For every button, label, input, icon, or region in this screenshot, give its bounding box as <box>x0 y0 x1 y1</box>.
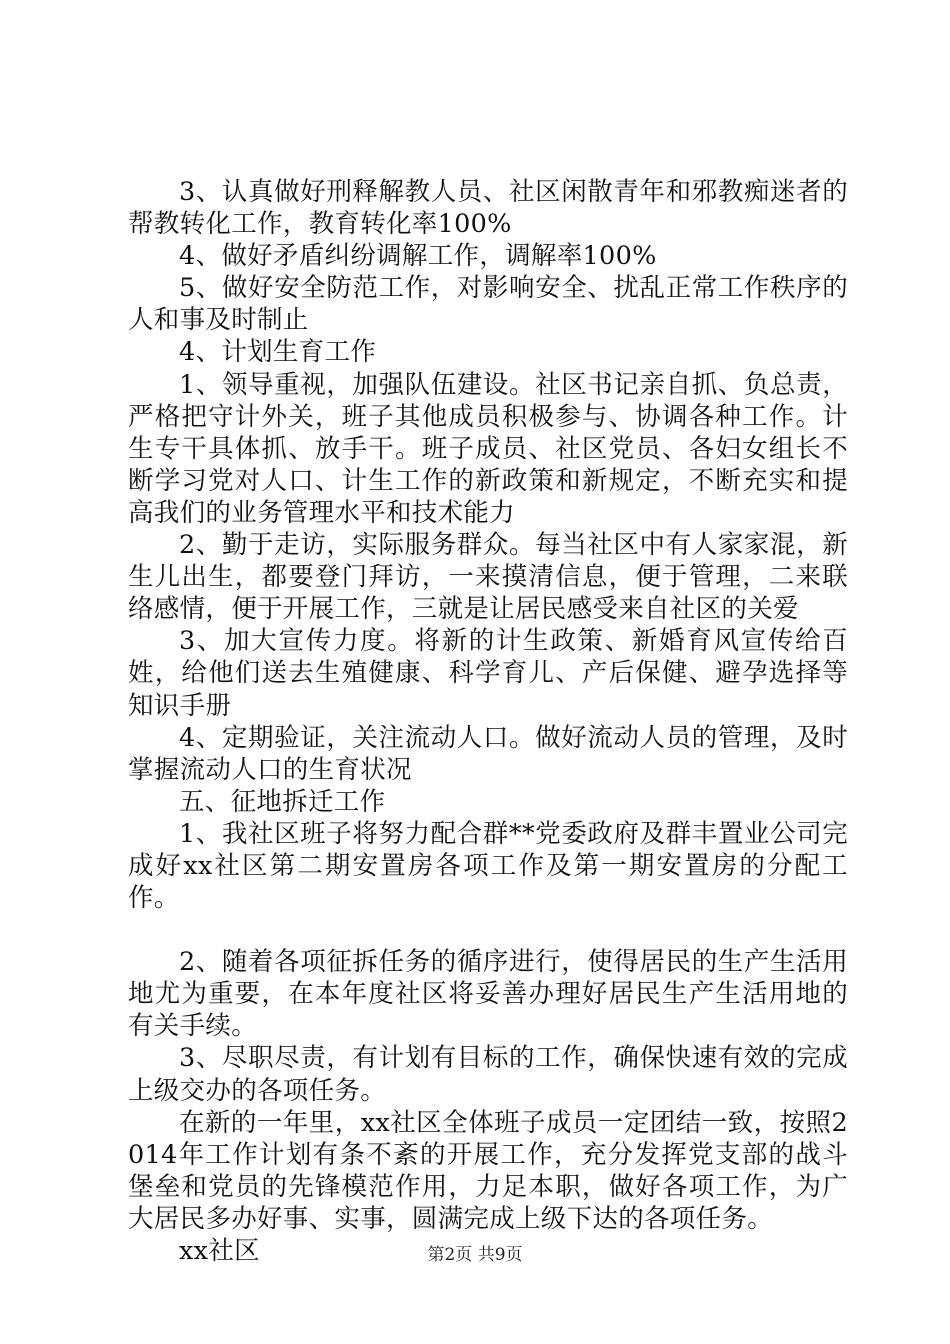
section-heading-family-planning: 4、计划生育工作 <box>179 337 377 368</box>
paragraph-1: 3、认真做好刑释解教人员、社区闲散青年和邪教痴迷者的帮教转化工作，教育转化率100% <box>128 177 848 240</box>
paragraph-7: 3、加大宣传力度。将新的计生政策、新婚育风宣传给百姓，给他们送去生殖健康、科学育儿、产后保健、避孕选择等知识手册 <box>128 626 848 721</box>
paragraph-11: 2、随着各项征拆任务的循序进行，使得居民的生产生活用地尤为重要，在本年度社区将妥善办理好居民生产生活用地的有关手续。 <box>128 947 848 1042</box>
document-body <box>128 176 848 1267</box>
paragraph-2: 4、做好矛盾纠纷调解工作，调解率100% <box>179 241 657 272</box>
paragraph-6: 2、勤于走访，实际服务群众。每当社区中有人家家混，新生儿出生，都要登门拜访，一来摸清信息，便于管理，二来联络感情，便于开展工作，三就是让居民感受来自社区的关爱 <box>128 530 848 625</box>
paragraph-8: 4、定期验证，关注流动人口。做好流动人员的管理，及时掌握流动人口的生育状况 <box>128 722 848 785</box>
section-heading-land-demolition: 五、征地拆迁工作 <box>179 786 386 817</box>
paragraph-12: 3、尽职尽责，有计划有目标的工作，确保快速有效的完成上级交办的各项任务。 <box>128 1043 848 1106</box>
paragraph-13: 在新的一年里，xx社区全体班子成员一定团结一致，按照2014年工作计划有条不紊的开展工作，充分发挥党支部的战斗堡垒和党员的先锋模范作用，力足本职，做好各项工作，为广大居民多办好事、实事，圆满完成上级下达的各项任务。 <box>128 1107 848 1234</box>
paragraph-3: 5、做好安全防范工作，对影响安全、扰乱正常工作秩序的人和事及时制止 <box>128 273 848 336</box>
paragraph-10: 1、我社区班子将努力配合群**党委政府及群丰置业公司完成好xx社区第二期安置房各项工作及第一期安置房的分配工作。 <box>128 818 848 914</box>
page-footer: 第2页 共9页 <box>427 1245 523 1265</box>
paragraph-5: 1、领导重视，加强队伍建设。社区书记亲自抓、负总责，严格把守计外关，班子其他成员积极参与、协调各种工作。计生专干具体抓、放手干。班子成员、社区党员、各妇女组长不断学习党对人口、计生工作的新政策和新规定，不断充实和提高我们的业务管理水平和技术能力 <box>128 369 848 528</box>
signature-line: xx社区 <box>179 1236 260 1266</box>
